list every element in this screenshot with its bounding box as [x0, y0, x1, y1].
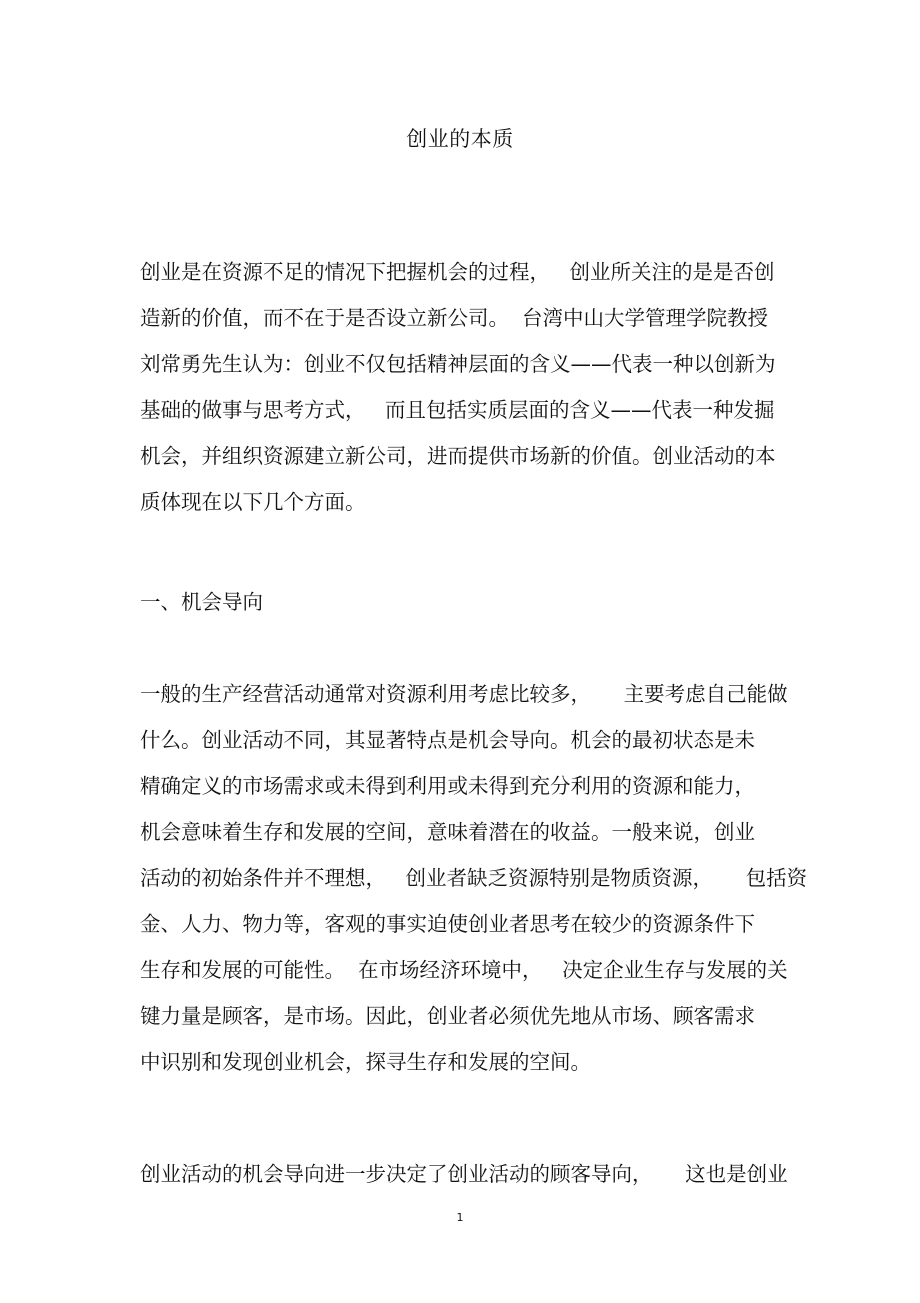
text-line: 基础的做事与思考方式， 而且包括实质层面的含义——代表一种发掘 [140, 398, 775, 422]
section-heading: 一、机会导向 [140, 590, 263, 614]
text-line: 创业是在资源不足的情况下把握机会的过程， 创业所关注的是是否创 [140, 260, 775, 284]
text-line: 机会意味着生存和发展的空间，意味着潜在的收益。一般来说，创业 [140, 820, 755, 844]
text-line: 键力量是顾客，是市场。因此，创业者必须优先地从市场、顾客需求 [140, 1004, 755, 1028]
text-line: 金、人力、物力等，客观的事实迫使创业者思考在较少的资源条件下 [140, 912, 755, 936]
text-line: 刘常勇先生认为：创业不仅包括精神层面的含义——代表一种以创新为 [140, 352, 776, 376]
text-line: 质体现在以下几个方面。 [140, 490, 366, 514]
text-line: 一般的生产经营活动通常对资源利用考虑比较多， 主要考虑自己能做 [140, 682, 788, 706]
text-line: 中识别和发现创业机会，探寻生存和发展的空间。 [140, 1050, 591, 1074]
text-line: 什么。创业活动不同，其显著特点是机会导向。机会的最初状态是未 [140, 728, 755, 752]
page-number: 1 [456, 1211, 464, 1224]
text-line: 造新的价值，而不在于是否设立新公司。 台湾中山大学管理学院教授 [140, 306, 769, 330]
text-line: 创业活动的机会导向进一步决定了创业活动的顾客导向， 这也是创业 [140, 1162, 788, 1186]
text-line: 活动的初始条件并不理想， 创业者缺乏资源特别是物质资源， 包括资 [140, 866, 808, 890]
text-line: 精确定义的市场需求或未得到利用或未得到充分利用的资源和能力， [140, 774, 755, 798]
document-title: 创业的本质 [406, 127, 514, 151]
text-line: 机会，并组织资源建立新公司，进而提供市场新的价值。创业活动的本 [140, 444, 776, 468]
text-line: 生存和发展的可能性。 在市场经济环境中， 决定企业生存与发展的关 [140, 958, 788, 982]
